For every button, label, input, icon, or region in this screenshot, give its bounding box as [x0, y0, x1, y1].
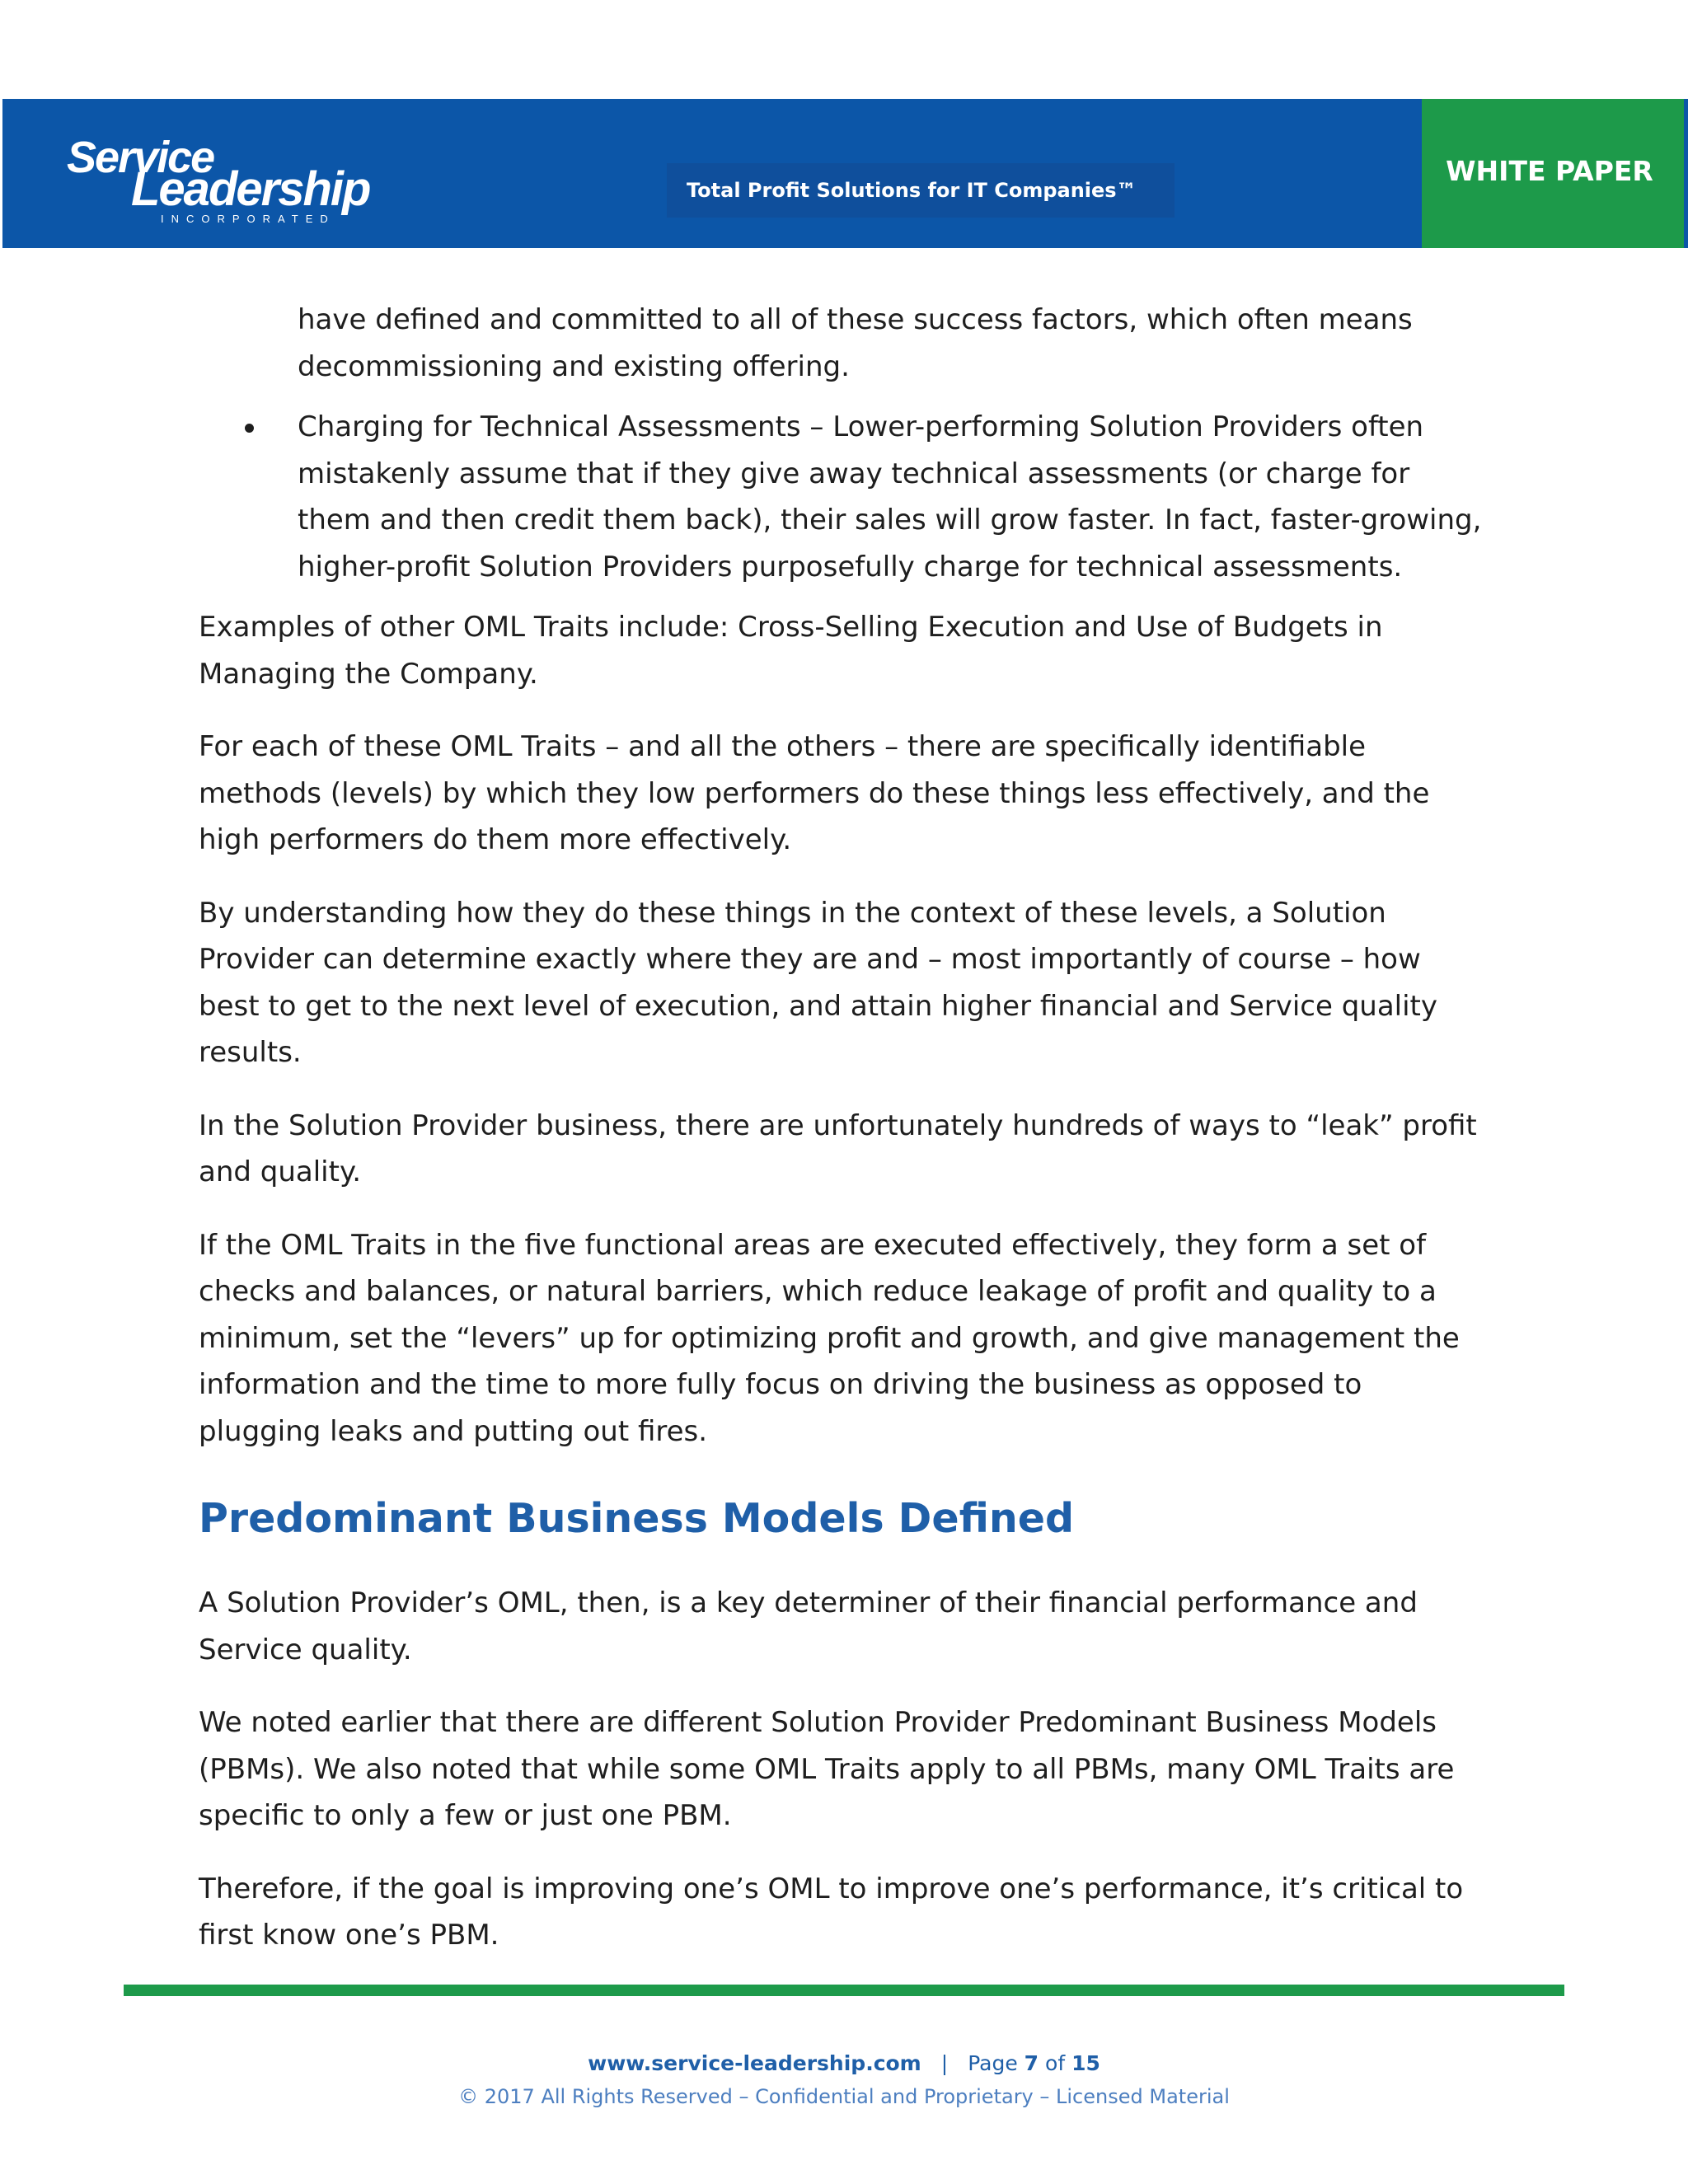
paragraph: Therefore, if the goal is improving one’s OML to improve one’s performance, it’s critical to first know one’s PBM.	[199, 1872, 1464, 1952]
bullet-text: Charging for Technical Assessments – Lower-performing Solution Providers often mistakenly assume that if they give away technical assessments (or charge for them and then credit them back), their sales will grow faster. In fact, faster-growing, higher-profit Solution Providers purposefully charge for technical assessments.	[298, 410, 1482, 583]
paragraph: We noted earlier that there are different Solution Provider Predominant Business Models (PBMs). We also noted that while some OML Traits apply to all PBMs, many OML Traits are specific to only a few or just one PBM.	[199, 1706, 1455, 1832]
footer-divider	[124, 1985, 1564, 1996]
bullet-item	[298, 404, 1484, 590]
footer-copyright: © 2017 All Rights Reserved – Confidential and Proprietary – Licensed Material	[458, 2085, 1230, 2108]
body-content	[199, 297, 1484, 1985]
page-current: 7	[1024, 2051, 1039, 2075]
badge-edge-stripe	[1684, 99, 1688, 248]
white-paper-badge	[1422, 99, 1686, 248]
tagline-box	[667, 163, 1175, 218]
section-heading: Predominant Business Models Defined	[199, 1495, 1075, 1542]
page-word: Page	[968, 2051, 1018, 2075]
paragraph: For each of these OML Traits – and all the others – there are specifically identifiable methods (levels) by which they low performers do these things less effectively, and the high performers do them more effectively.	[199, 730, 1430, 856]
page-of: of	[1045, 2051, 1066, 2075]
paragraph: By understanding how they do these things in the context of these levels, a Solution Provider can determine exactly where they are and – most importantly of course – how best to get to the next level of execution, and attain higher financial and Service quality results.	[199, 896, 1438, 1069]
paragraph: In the Solution Provider business, there are unfortunately hundreds of ways to “leak” profit and quality.	[199, 1108, 1477, 1188]
paragraph: A Solution Provider’s OML, then, is a key determiner of their financial performance and Service quality.	[199, 1586, 1418, 1666]
continued-bullet-text: have defined and committed to all of these success factors, which often means decommissioning and existing offering.	[298, 303, 1413, 383]
logo-text-incorporated: INCORPORATED	[161, 213, 335, 225]
logo-text-leadership: Leadership	[131, 162, 370, 216]
footer-url-link[interactable]: www.service-leadership.com	[588, 2051, 921, 2075]
paragraph: Examples of other OML Traits include: Cross-Selling Execution and Use of Budgets in Managing the Company.	[199, 611, 1383, 691]
footer-separator: |	[940, 2051, 949, 2075]
page-total: 15	[1071, 2051, 1100, 2075]
paragraph: If the OML Traits in the five functional areas are executed effectively, they form a set of checks and balances, or natural barriers, which reduce leakage of profit and quality to a minimum, set the “levers” up for optimizing profit and growth, and give management the information and the time to more fully focus on driving the business as opposed to plugging leaks and putting out fires.	[199, 1228, 1460, 1448]
service-leadership-logo	[67, 132, 370, 225]
tagline: Total Profit Solutions for IT Companies™	[687, 179, 1137, 202]
white-paper-label: WHITE PAPER	[1446, 155, 1653, 187]
footer-line	[0, 2051, 1688, 2075]
bullet-icon	[245, 424, 254, 433]
logo-text-service: Service	[67, 133, 214, 182]
header-banner	[2, 99, 1422, 248]
